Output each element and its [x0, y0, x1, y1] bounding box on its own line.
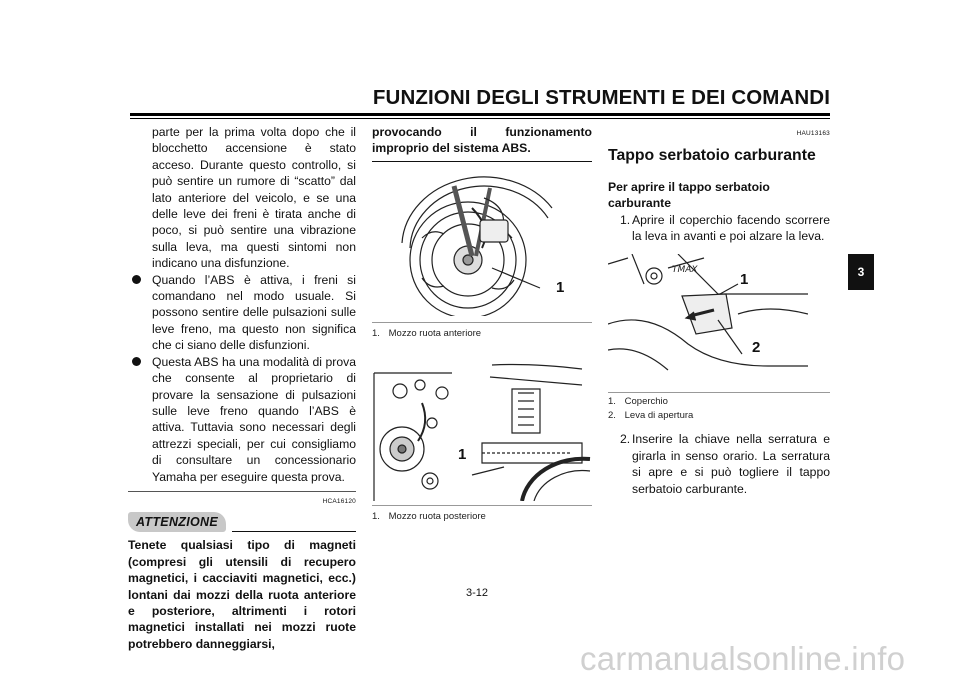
caption-line [608, 395, 830, 409]
caption-text: Leva di apertura [624, 410, 694, 422]
step-item [608, 431, 830, 497]
caption-text: Mozzo ruota posteriore [388, 510, 486, 522]
rear-hub-figure [372, 363, 592, 501]
section-divider [128, 491, 356, 492]
chapter-tab: 3 [848, 254, 874, 290]
section-code: HAU13163 [796, 130, 830, 137]
caption-line [608, 409, 830, 423]
step-number: 2. [620, 432, 631, 447]
step-item [608, 212, 830, 245]
callout-1: 1 [556, 278, 565, 296]
column-right [608, 124, 830, 497]
caption-number: 1. [372, 510, 380, 522]
fuel-cap-captions [608, 395, 830, 423]
caption-number: 1. [608, 396, 616, 408]
caption-number: 2. [608, 410, 616, 422]
column-middle [372, 124, 592, 524]
step-text: Aprire il coperchio facendo scorrere la leva in avanti e poi alzare la leva. [632, 212, 830, 244]
bullet-text: Quando l’ABS è attiva, i freni si comandano nel modo usuale. Si possono sentire delle pulsazioni sulle leve freno, ma questo non significa che ci siano delle disfunzioni. [152, 272, 356, 353]
caution-text: Tenete qualsiasi tipo di magneti (compresi gli utensili di recupero magnetici, i cacciaviti magnetici, ecc.) lontani dai mozzi della ruota anteriore e posteriore, altrimenti i rotori magnetici installati nei mozzi ruote potrebbero danneggiarsi, [128, 538, 356, 651]
header-rule-thin [130, 118, 830, 119]
caution-badge: ATTENZIONE [128, 512, 226, 532]
caption-number: 1. [372, 327, 380, 339]
figure-caption-rule [608, 392, 830, 393]
page-header [130, 86, 830, 126]
bullet-item [128, 272, 356, 354]
caution-header [128, 512, 356, 534]
section-subhead: Per aprire il tappo serbatoio carburante [608, 179, 770, 211]
figure-caption-rule [372, 505, 592, 506]
callout-1: 1 [740, 271, 749, 289]
caption-text: Coperchio [624, 396, 668, 408]
caution-continuation: provocando il funzionamento improprio del sistema ABS. [372, 125, 592, 156]
callout-1: 1 [458, 445, 467, 463]
fuel-cap-illustration [608, 254, 808, 386]
section-title: Tappo serbatoio carburante [608, 147, 816, 165]
rear-hub-caption [372, 510, 592, 524]
chapter-title: FUNZIONI DEGLI STRUMENTI E DEI COMANDI [372, 86, 830, 109]
step-text: Inserire la chiave nella serratura e girarla in senso orario. La serratura si apre e si può togliere il tappo serbatoio carburante. [632, 432, 830, 496]
front-hub-figure [372, 168, 592, 316]
bullet-dot-icon [132, 275, 141, 284]
chapter-tab-spacer [848, 212, 874, 248]
svg-text:TMAX: TMAX [672, 265, 698, 276]
caution-code: HCA16120 [322, 497, 356, 505]
figure-caption-rule [372, 322, 592, 323]
bullet-item [128, 354, 356, 485]
bullet-text: Questa ABS ha una modalità di prova che consente al proprietario di provare la sensazione di pulsazioni sulle leve freno quando l’ABS è attiva. Tuttavia sono necessari degli attrezzi speciali, per cui consigliamo di consultare un concessionario Yamaha per eseguire questa prova. [152, 354, 356, 484]
page-number: 3-12 [466, 587, 489, 599]
caption-text: Mozzo ruota anteriore [388, 327, 482, 339]
caution-end-rule [372, 161, 592, 162]
callout-2: 2 [752, 339, 761, 357]
caution-rule [232, 531, 356, 532]
front-hub-caption [372, 327, 592, 341]
watermark: carmanualsonline.info [580, 640, 906, 677]
header-rule-thick [130, 113, 830, 116]
abs-check-paragraph: parte per la prima volta dopo che il blocchetto accensione è stato acceso. Durante questo controllo, si può sentire un rumore di “scatto” dal lato anteriore del veicolo, e se una delle leve dei freni è tirata anche di poco, si può sentire una vibrazione sulla leva, ma questi sintomi non indicano una disfunzione. [152, 125, 356, 271]
rear-wheel-hub-illustration [372, 363, 592, 501]
fuel-cap-figure [608, 254, 830, 386]
bullet-dot-icon [132, 357, 141, 366]
column-left [128, 124, 356, 652]
step-number: 1. [620, 212, 631, 227]
